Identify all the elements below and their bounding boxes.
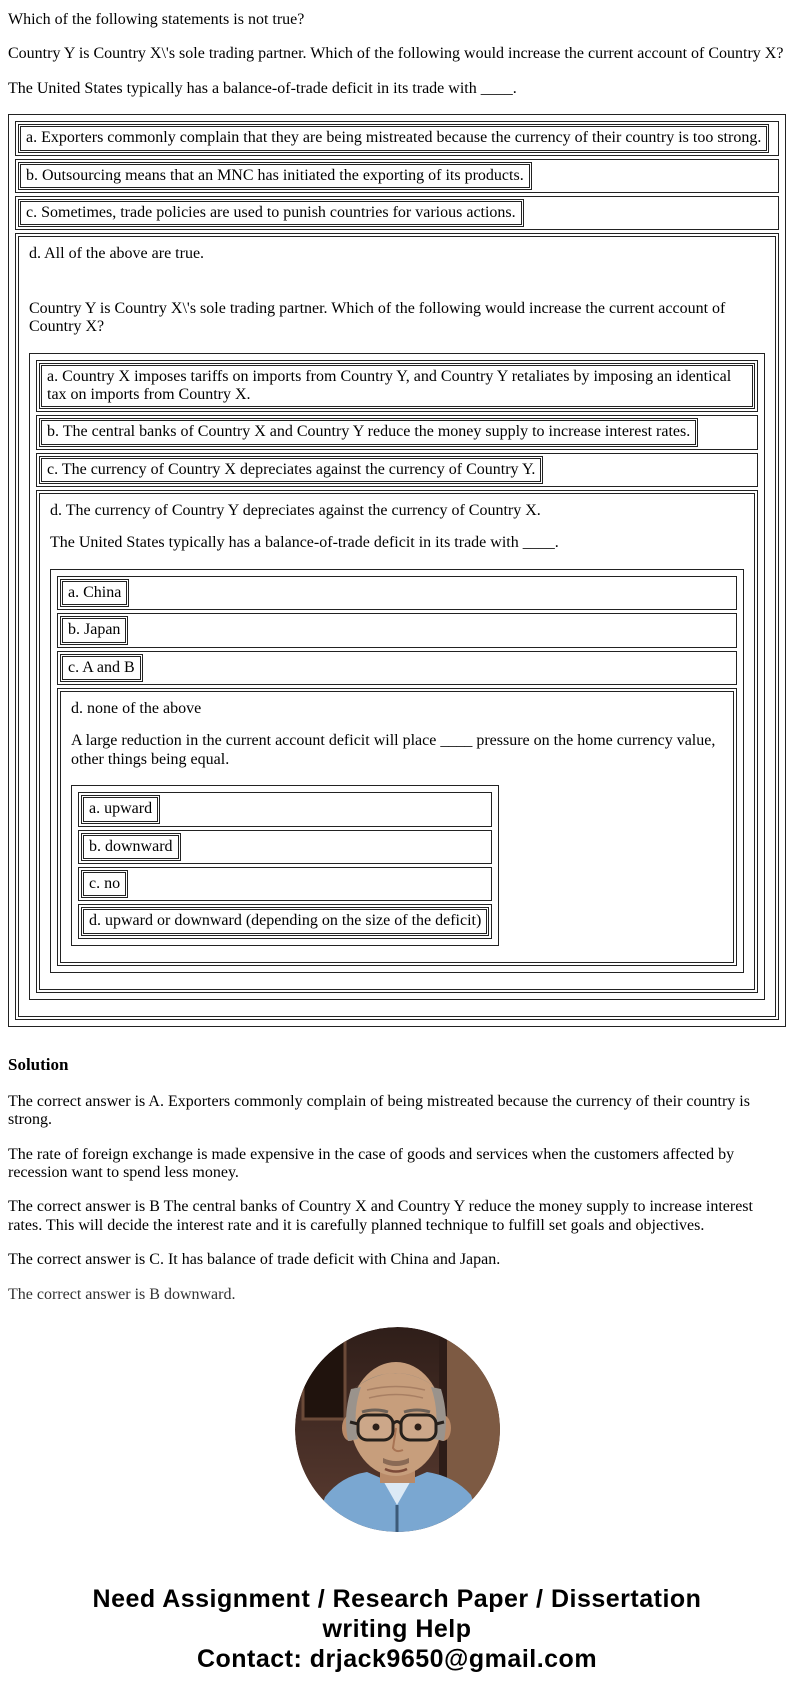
option-q1-b: b. Outsourcing means that an MNC has initiated the exporting of its products. (20, 164, 530, 188)
question-intro-3: The United States typically has a balance-of-trade deficit in its trade with ____. (8, 79, 517, 97)
option-q4-c: c. no (83, 872, 126, 896)
option-box (39, 456, 543, 484)
footer-contact-block (8, 1584, 786, 1674)
option-row-q3-d (57, 688, 737, 966)
option-q3-b: b. Japan (62, 618, 126, 642)
option-q3-a: a. China (62, 581, 127, 605)
option-q2-d-cell (39, 493, 755, 990)
solution-paragraph-4: The correct answer is C. It has balance of trade deficit with China and Japan. (8, 1251, 501, 1269)
option-q3-d: d. none of the above (71, 700, 202, 718)
option-box (39, 418, 698, 446)
question-intro-2: Country Y is Country X\'s sole trading partner. Which of the following would increase the current account of Country X? (8, 45, 784, 63)
option-row-q4-a (78, 792, 492, 826)
question-intro-1: Which of the following statements is not true? (8, 11, 305, 28)
option-box (81, 870, 128, 898)
option-row-q4-d (78, 904, 492, 938)
option-row-q4-c (78, 867, 492, 901)
option-box (81, 833, 181, 861)
footer-line-2: writing Help (322, 1614, 472, 1643)
option-q1-a: a. Exporters commonly complain that they are being mistreated because the currency of their country is too strong. (20, 126, 767, 150)
options-table-level-2 (29, 353, 765, 1000)
footer-line-1: Need Assignment / Research Paper / Dissertation (92, 1584, 702, 1613)
option-row-q3-b (57, 613, 737, 647)
options-table-level-1 (8, 114, 786, 1027)
option-box (18, 124, 769, 152)
solution-paragraph-2: The rate of foreign exchange is made expensive in the case of goods and services when the customers affected by recession want to spend less money. (8, 1145, 735, 1181)
question-q2: Country Y is Country X\'s sole trading partner. Which of the following would increase the current account of Country X? (29, 299, 726, 336)
option-q3-c: c. A and B (62, 656, 141, 680)
option-q1-d: d. All of the above are true. (29, 245, 205, 263)
option-row-q2-a (36, 360, 758, 413)
option-q4-d: d. upward or downward (depending on the size of the deficit) (83, 909, 487, 933)
option-row-q2-d (36, 490, 758, 993)
option-q2-a: a. Country X imposes tariffs on imports from Country Y, and Country Y retaliates by imposing an identical tax on imports from Country X. (41, 365, 753, 408)
option-q4-a: a. upward (83, 797, 158, 821)
option-row-q4-b (78, 830, 492, 864)
option-box (60, 654, 143, 682)
avatar (295, 1327, 500, 1532)
option-q4-b: b. downward (83, 835, 179, 859)
option-box (81, 795, 160, 823)
option-box (60, 579, 129, 607)
question-q3: The United States typically has a balance-of-trade deficit in its trade with ____. (50, 534, 559, 552)
solution-heading: Solution (8, 1054, 69, 1074)
option-row-q3-a (57, 576, 737, 610)
option-box (18, 162, 532, 190)
options-table-level-3 (50, 569, 744, 973)
footer-email: Contact: drjack9650@gmail.com (196, 1644, 598, 1673)
solution-paragraph-3: The correct answer is B The central banks of Country X and Country Y reduce the money supply to increase interest rates. This will decide the interest rate and it is carefully planned technique to fulfill set goals and objectives. (8, 1198, 753, 1234)
option-q2-d: d. The currency of Country Y depreciates against the currency of Country X. (50, 502, 541, 520)
option-box (60, 616, 128, 644)
option-box (18, 199, 524, 227)
option-box (39, 363, 755, 410)
option-box (81, 907, 489, 935)
question-q4: A large reduction in the current account deficit will place ____ pressure on the home currency value, other things being equal. (71, 732, 716, 768)
option-row-q2-c (36, 453, 758, 487)
tutor-photo (295, 1327, 500, 1532)
option-row-q3-c (57, 651, 737, 685)
solution-paragraph-1: The correct answer is A. Exporters commonly complain of being mistreated because the currency of their country is strong. (8, 1092, 750, 1129)
option-row-q2-b (36, 415, 758, 449)
option-q1-d-cell (18, 236, 776, 1016)
option-row-q1-a (15, 121, 779, 155)
option-row-q1-d (15, 233, 779, 1019)
option-row-q1-c (15, 196, 779, 230)
options-table-level-4 (71, 785, 499, 946)
option-q2-c: c. The currency of Country X depreciates against the currency of Country Y. (41, 458, 541, 482)
option-row-q1-b (15, 159, 779, 193)
option-q1-c: c. Sometimes, trade policies are used to punish countries for various actions. (20, 201, 522, 225)
option-q3-d-cell (60, 691, 734, 963)
option-q2-b: b. The central banks of Country X and Country Y reduce the money supply to increase interest rates. (41, 420, 696, 444)
solution-paragraph-5-clipped (8, 1286, 786, 1299)
solution-paragraph-5: The correct answer is B downward. (8, 1285, 236, 1299)
